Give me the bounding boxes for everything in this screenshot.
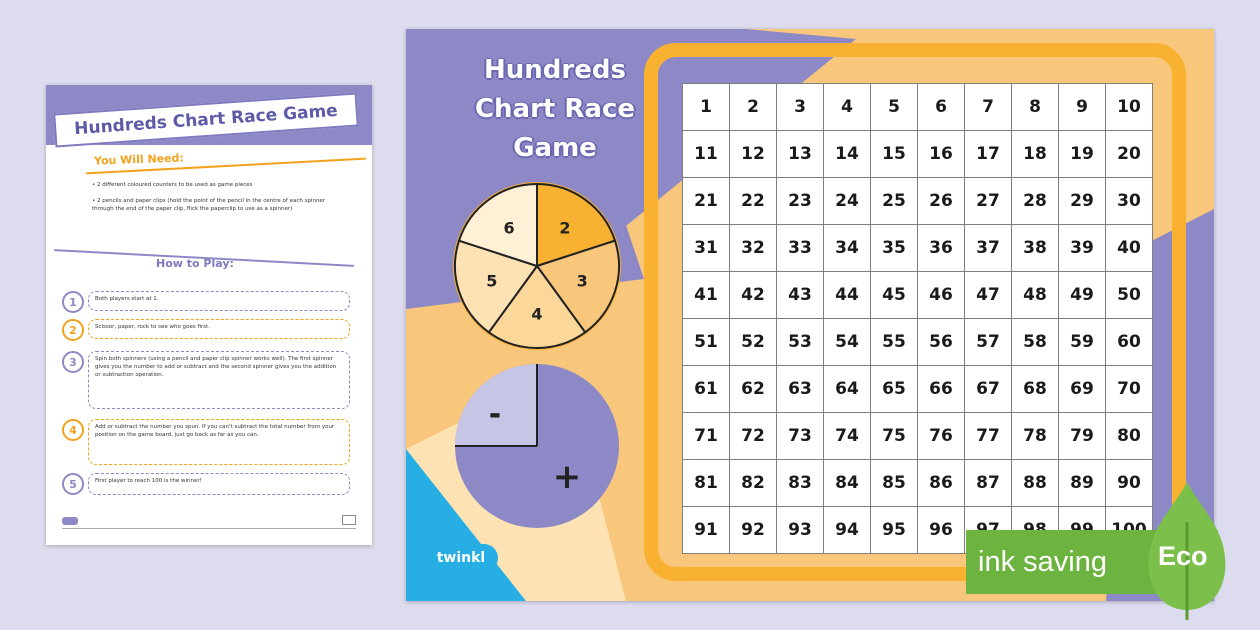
grid-cell: 86 [918, 460, 965, 507]
twinkl-logo [424, 544, 498, 572]
grid-cell: 11 [683, 131, 730, 178]
step-text: Add or subtract the number you spun. If you can't subtract the total number from your position on the game board, just go back as far as you can. [88, 419, 350, 465]
needs-item: • 2 different coloured counters to be used as game pieces [92, 182, 253, 188]
grid-cell: 53 [777, 319, 824, 366]
grid-cell: 79 [1059, 413, 1106, 460]
grid-cell: 36 [918, 225, 965, 272]
grid-cell: 83 [777, 460, 824, 507]
grid-cell: 70 [1106, 366, 1153, 413]
step-number: 3 [62, 351, 84, 373]
footer-logo-icon [62, 517, 78, 525]
board-title-line: Hundreds [484, 55, 626, 85]
grid-cell: 87 [965, 460, 1012, 507]
grid-cell: 14 [824, 131, 871, 178]
grid-cell: 52 [730, 319, 777, 366]
grid-cell: 78 [1012, 413, 1059, 460]
grid-cell: 71 [683, 413, 730, 460]
grid-cell: 95 [871, 507, 918, 554]
grid-cell: 38 [1012, 225, 1059, 272]
step-text: Spin both spinners (using a pencil and paper clip spinner works well). The first spinner gives you the number to add or subtract and the second spinner gives you the addition or subtraction operation. [88, 351, 350, 409]
grid-cell: 26 [918, 178, 965, 225]
grid-cell: 3 [777, 84, 824, 131]
board-title [430, 51, 680, 168]
grid-cell: 31 [683, 225, 730, 272]
grid-cell: 2 [730, 84, 777, 131]
grid-cell: 29 [1059, 178, 1106, 225]
sheet-title: Hundreds Chart Race Game [73, 100, 339, 140]
grid-cell: 44 [824, 272, 871, 319]
grid-cell: 59 [1059, 319, 1106, 366]
grid-cell: 1 [683, 84, 730, 131]
logo-text: twinkl [436, 550, 486, 566]
grid-cell: 67 [965, 366, 1012, 413]
grid-cell: 48 [1012, 272, 1059, 319]
grid-row [683, 460, 1153, 507]
grid-cell: 24 [824, 178, 871, 225]
grid-cell: 9 [1059, 84, 1106, 131]
grid-cell: 50 [1106, 272, 1153, 319]
grid-cell: 34 [824, 225, 871, 272]
grid-cell: 20 [1106, 131, 1153, 178]
grid-cell: 13 [777, 131, 824, 178]
grid-cell: 39 [1059, 225, 1106, 272]
grid-cell: 96 [918, 507, 965, 554]
footer-license-icon [342, 515, 356, 525]
grid-cell: 61 [683, 366, 730, 413]
grid-cell: 25 [871, 178, 918, 225]
grid-cell: 56 [918, 319, 965, 366]
grid-cell: 65 [871, 366, 918, 413]
grid-cell: 64 [824, 366, 871, 413]
minus-label: - [488, 397, 502, 432]
spinner-label: 2 [559, 218, 571, 238]
grid-cell: 77 [965, 413, 1012, 460]
step-text: Scissor, paper, rock to see who goes first. [88, 319, 350, 339]
spinner-label: 6 [503, 218, 515, 238]
grid-cell: 18 [1012, 131, 1059, 178]
grid-cell: 45 [871, 272, 918, 319]
grid-cell: 88 [1012, 460, 1059, 507]
grid-cell: 49 [1059, 272, 1106, 319]
grid-cell: 66 [918, 366, 965, 413]
grid-cell: 69 [1059, 366, 1106, 413]
step-number: 2 [62, 319, 84, 341]
grid-cell: 27 [965, 178, 1012, 225]
grid-cell: 33 [777, 225, 824, 272]
needs-heading: You Will Need: [93, 151, 185, 168]
grid-cell: 10 [1106, 84, 1153, 131]
grid-cell: 89 [1059, 460, 1106, 507]
grid-cell: 35 [871, 225, 918, 272]
grid-cell: 74 [824, 413, 871, 460]
grid-cell: 55 [871, 319, 918, 366]
instruction-sheet [46, 85, 372, 545]
grid-cell: 23 [777, 178, 824, 225]
grid-cell: 12 [730, 131, 777, 178]
grid-cell: 54 [824, 319, 871, 366]
grid-cell: 21 [683, 178, 730, 225]
needs-item: • 2 pencils and paper clips (hold the point of the pencil in the centre of each spinner through the end of the paper clip, flick the paperclip to use as a spinner) [92, 198, 326, 212]
grid-cell: 6 [918, 84, 965, 131]
number-spinner [450, 179, 624, 353]
grid-row [683, 178, 1153, 225]
grid-cell: 19 [1059, 131, 1106, 178]
step-number: 4 [62, 419, 84, 441]
grid-cell: 62 [730, 366, 777, 413]
grid-cell: 57 [965, 319, 1012, 366]
grid-cell: 63 [777, 366, 824, 413]
grid-cell: 47 [965, 272, 1012, 319]
spinner-label: 4 [531, 304, 543, 324]
plus-label: + [552, 457, 582, 497]
grid-cell: 75 [871, 413, 918, 460]
grid-cell: 81 [683, 460, 730, 507]
grid-cell: 73 [777, 413, 824, 460]
grid-cell: 60 [1106, 319, 1153, 366]
grid-cell: 8 [1012, 84, 1059, 131]
step-number: 1 [62, 291, 84, 313]
grid-cell: 7 [965, 84, 1012, 131]
grid-row [683, 131, 1153, 178]
grid-cell: 92 [730, 507, 777, 554]
grid-cell: 41 [683, 272, 730, 319]
grid-cell: 22 [730, 178, 777, 225]
grid-cell: 17 [965, 131, 1012, 178]
hundreds-chart [682, 83, 1153, 554]
grid-cell: 91 [683, 507, 730, 554]
grid-cell: 90 [1106, 460, 1153, 507]
grid-cell: 37 [965, 225, 1012, 272]
grid-cell: 76 [918, 413, 965, 460]
spinner-label: 5 [486, 271, 498, 291]
grid-cell: 72 [730, 413, 777, 460]
grid-row [683, 319, 1153, 366]
grid-cell: 5 [871, 84, 918, 131]
grid-row [683, 366, 1153, 413]
step-text: First player to reach 100 is the winner! [88, 473, 350, 495]
grid-cell: 42 [730, 272, 777, 319]
grid-cell: 93 [777, 507, 824, 554]
board-title-line: Chart Race [474, 94, 636, 124]
grid-cell: 16 [918, 131, 965, 178]
operation-spinner [450, 359, 624, 533]
grid-cell: 30 [1106, 178, 1153, 225]
spinner-label: 3 [576, 271, 588, 291]
grid-cell: 15 [871, 131, 918, 178]
sheet-footer-rule [62, 528, 356, 529]
grid-cell: 94 [824, 507, 871, 554]
grid-cell: 51 [683, 319, 730, 366]
grid-cell: 46 [918, 272, 965, 319]
grid-cell: 28 [1012, 178, 1059, 225]
grid-row [683, 413, 1153, 460]
grid-row [683, 84, 1153, 131]
grid-cell: 43 [777, 272, 824, 319]
grid-cell: 85 [871, 460, 918, 507]
grid-cell: 32 [730, 225, 777, 272]
grid-cell: 84 [824, 460, 871, 507]
step-text: Both players start at 1. [88, 291, 350, 311]
grid-row [683, 225, 1153, 272]
grid-row [683, 272, 1153, 319]
grid-cell: 82 [730, 460, 777, 507]
grid-cell: 68 [1012, 366, 1059, 413]
board-title-line: Game [513, 133, 597, 163]
grid-cell: 58 [1012, 319, 1059, 366]
game-board [406, 29, 1214, 601]
step-number: 5 [62, 473, 84, 495]
grid-cell: 80 [1106, 413, 1153, 460]
howto-heading: How to Play: [156, 257, 234, 270]
eco-label: Eco [1158, 541, 1208, 571]
grid-cell: 40 [1106, 225, 1153, 272]
eco-badge-text: ink saving [978, 545, 1107, 578]
grid-cell: 4 [824, 84, 871, 131]
